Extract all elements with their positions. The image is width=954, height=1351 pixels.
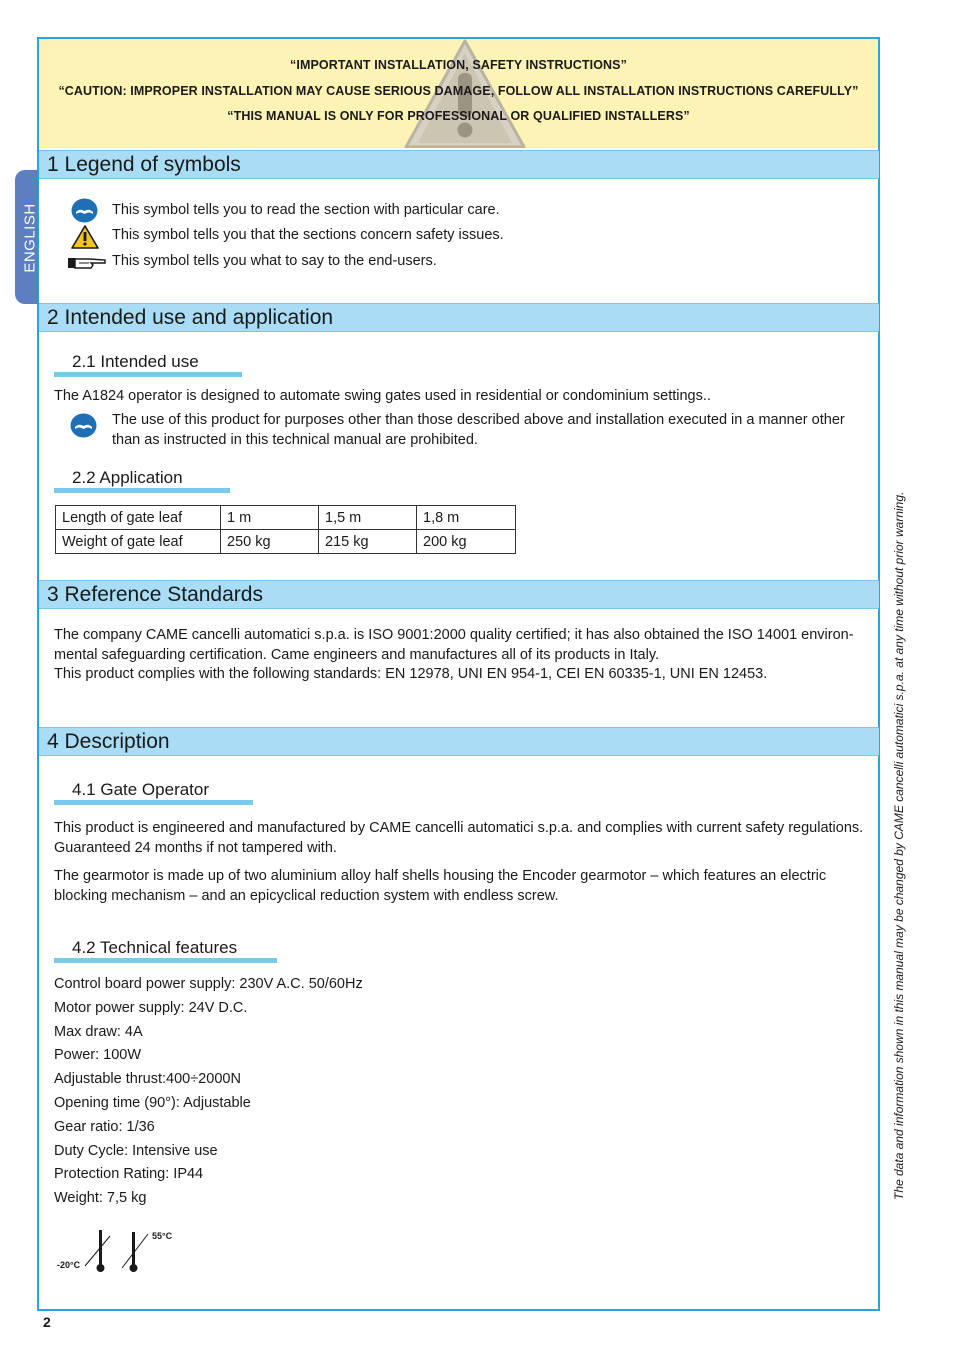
tech-item: Control board power supply: 230V A.C. 50/60Hz: [54, 976, 363, 992]
section-4-bar: [39, 727, 879, 756]
subheading-intended-use: [54, 351, 242, 377]
section-1-title: 1 Legend of symbols: [47, 153, 241, 176]
tech-item: Duty Cycle: Intensive use: [54, 1143, 218, 1159]
subheading-intended-use-label: 2.1 Intended use: [72, 352, 199, 371]
page-number: 2: [43, 1314, 51, 1330]
language-tab-label: ENGLISH: [21, 203, 39, 273]
tech-item: Adjustable thrust:400÷2000N: [54, 1071, 241, 1087]
tech-item: Protection Rating: IP44: [54, 1166, 204, 1182]
tech-item: Max draw: 4A: [54, 1024, 143, 1040]
pointing-hand-icon: [67, 254, 107, 270]
warning-line-1: “IMPORTANT INSTALLATION, SAFETY INSTRUCTIONS”: [290, 58, 627, 72]
warning-icon: [71, 225, 99, 249]
subheading-gate-operator: [54, 779, 253, 805]
table-cell: 1 m: [221, 506, 319, 530]
gate-operator-paragraph-1: This product is engineered and manufactured by CAME cancelli automatici s.p.a. and complies with current safety regulations. Guaranteed 24 months if not tampered with.: [54, 820, 864, 856]
disclaimer-note: The data and information shown in this manual may be changed by CAME cancelli automatici s.p.a. at any time without prior warning.: [892, 491, 906, 1200]
section-2-bar: [39, 303, 879, 332]
section-4-title: 4 Description: [47, 730, 170, 753]
legend-text-2: This symbol tells you that the sections concern safety issues.: [112, 227, 504, 243]
table-cell: 200 kg: [417, 530, 516, 554]
tech-item: Power: 100W: [54, 1047, 142, 1063]
book-icon: [70, 413, 97, 438]
section-2-title: 2 Intended use and application: [47, 306, 334, 329]
subheading-application-label: 2.2 Application: [72, 468, 183, 487]
temp-max-label: 55°C: [152, 1231, 173, 1241]
warning-line-3: “THIS MANUAL IS ONLY FOR PROFESSIONAL OR QUALIFIED INSTALLERS”: [227, 109, 690, 123]
standards-paragraph-2: This product complies with the following standards: EN 12978, UNI EN 954-1, CEI EN 60335-1, UNI EN 12453.: [54, 666, 768, 682]
section-3-bar: [39, 580, 879, 609]
temperature-range-graphic: [56, 1226, 186, 1278]
intended-use-text: The A1824 operator is designed to automate swing gates used in residential or condominium settings..: [54, 388, 711, 404]
application-table: [55, 505, 516, 554]
temp-min-label: -20°C: [57, 1260, 81, 1270]
book-icon: [71, 198, 98, 223]
table-cell: Length of gate leaf: [56, 506, 221, 530]
subheading-technical-features-label: 4.2 Technical features: [72, 938, 238, 957]
tech-item: Opening time (90°): Adjustable: [54, 1095, 251, 1111]
tech-item: Gear ratio: 1/36: [54, 1119, 155, 1135]
legend-text-1: This symbol tells you to read the section with particular care.: [112, 202, 500, 218]
section-1-bar: [39, 150, 879, 179]
standards-paragraph-1: The company CAME cancelli automatici s.p.a. is ISO 9001:2000 quality certified; it has also obtained the ISO 14001 environ-mental safeguarding certification. Came engineers and manufactures all of its products in Italy.: [54, 627, 854, 663]
subheading-technical-features: [54, 937, 277, 963]
warning-line-2: “CAUTION: IMPROPER INSTALLATION MAY CAUSE SERIOUS DAMAGE, FOLLOW ALL INSTALLATION INSTRUCTIONS CAREFULLY”: [58, 84, 859, 98]
subheading-gate-operator-label: 4.1 Gate Operator: [72, 780, 210, 799]
tech-item: Weight: 7,5 kg: [54, 1190, 147, 1206]
legend-text-3: This symbol tells you what to say to the end-users.: [112, 253, 437, 269]
table-cell: 250 kg: [221, 530, 319, 554]
subheading-application: [54, 467, 230, 493]
gate-operator-paragraph-2: The gearmotor is made up of two aluminium alloy half shells housing the Encoder gearmotor – which features an electric blocking mechanism – and an epicyclical reduction system with endless screw.: [54, 868, 827, 904]
section-3-title: 3 Reference Standards: [47, 583, 263, 606]
tech-item: Motor power supply: 24V D.C.: [54, 1000, 248, 1016]
table-cell: Weight of gate leaf: [56, 530, 221, 554]
intended-use-note: The use of this product for purposes other than those described above and installation executed in a manner other than as instructed in this technical manual are prohibited.: [112, 412, 845, 448]
table-row: [56, 506, 516, 530]
table-cell: 1,8 m: [417, 506, 516, 530]
table-row: [56, 530, 516, 554]
table-cell: 215 kg: [319, 530, 417, 554]
safety-warning-box: [39, 39, 878, 148]
table-cell: 1,5 m: [319, 506, 417, 530]
